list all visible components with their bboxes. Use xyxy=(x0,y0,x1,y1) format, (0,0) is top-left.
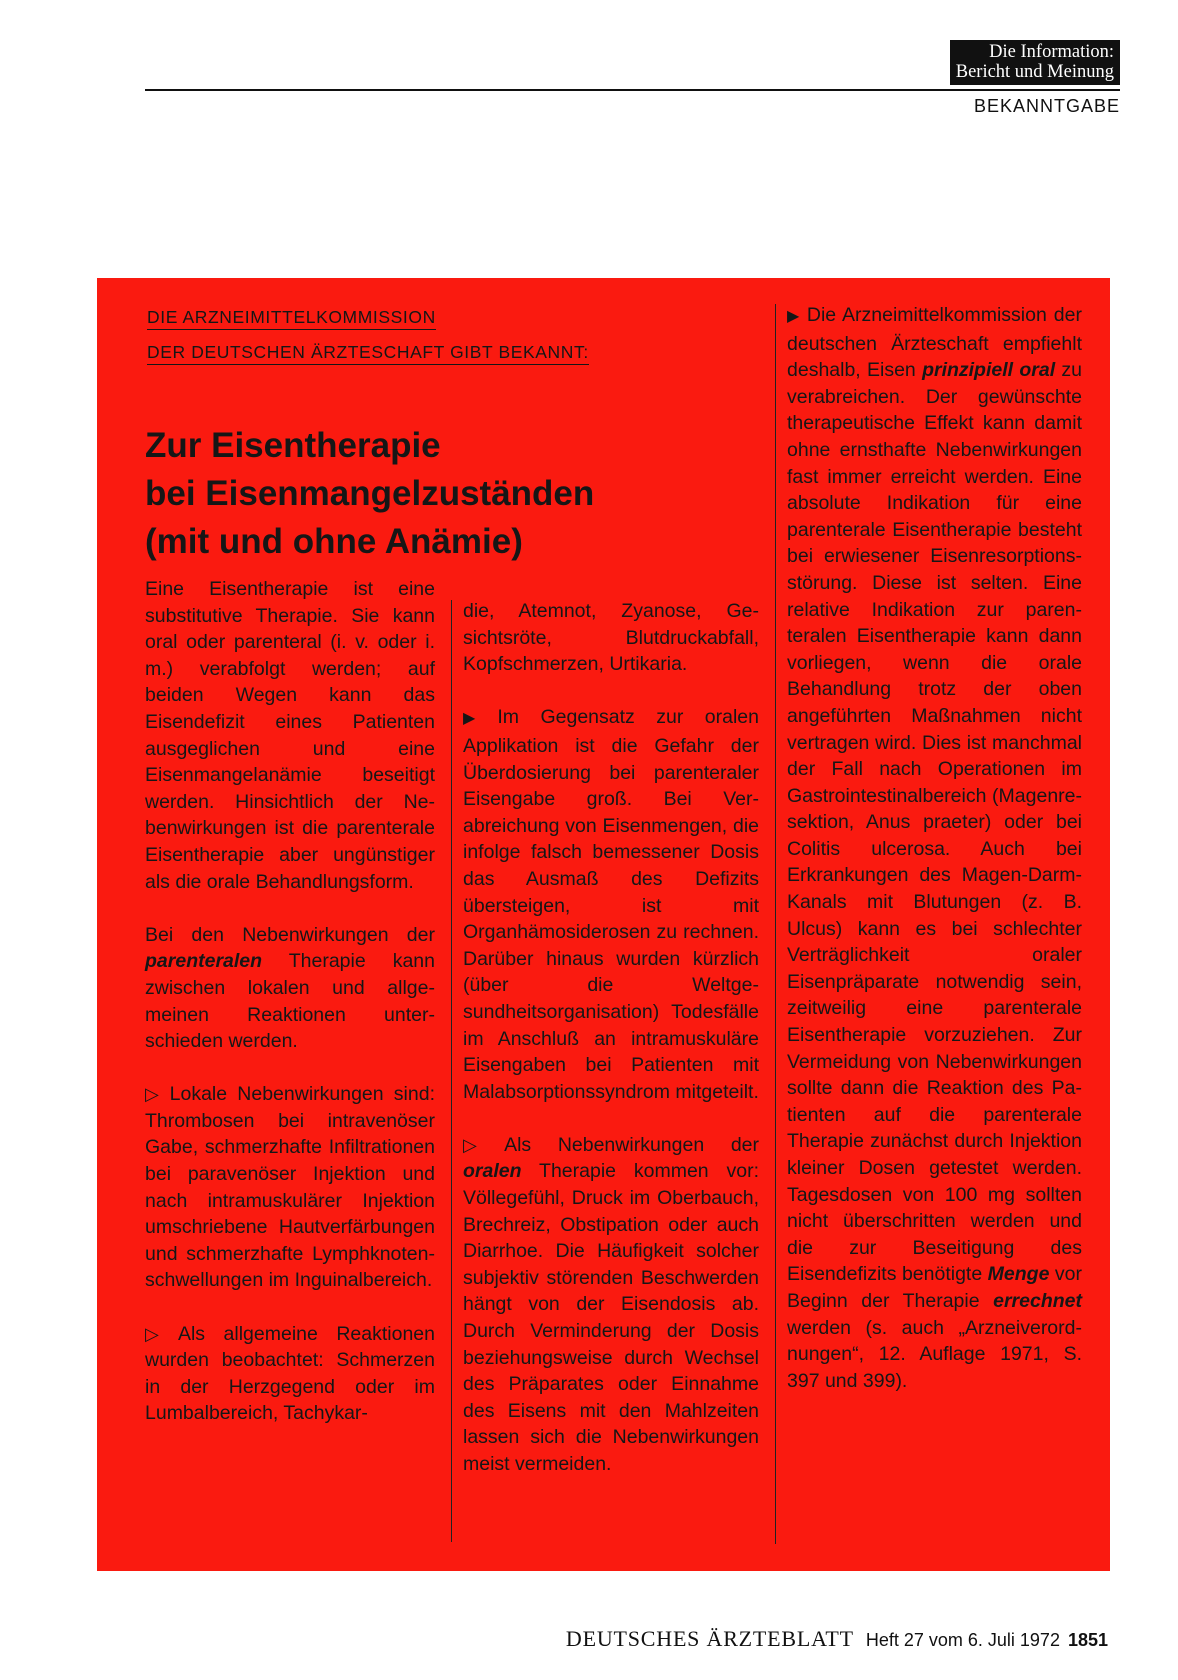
open-triangle-icon: ▷ xyxy=(145,1084,164,1105)
emphasis: oralen xyxy=(463,1160,522,1183)
kicker-line1: DIE ARZNEIMITTELKOMMISSION xyxy=(147,305,436,330)
column-1 xyxy=(145,576,435,1454)
issue-info: Heft 27 vom 6. Juli 1972 xyxy=(865,1630,1060,1650)
section-tag xyxy=(950,40,1120,85)
column-divider-2 xyxy=(775,304,776,1544)
paragraph xyxy=(145,1081,435,1294)
headline-line1: Zur Eisentherapie xyxy=(145,426,441,465)
section-tag-line2: Bericht und Meinung xyxy=(955,62,1114,82)
text-run: werden (s. auch „Arzneiverordnungen“, 12. Auflage 1971, S. 397 und 399). xyxy=(787,1316,1082,1392)
open-triangle-icon: ▷ xyxy=(145,1323,172,1344)
article-box xyxy=(97,278,1110,1571)
column-2 xyxy=(463,598,759,1504)
category-label: BEKANNTGABE xyxy=(973,96,1120,116)
text-run: Im Gegensatz zur oralen Applikation ist die Gefahr der Überdosierung bei parenteraler Eisengabe groß. Bei Verabreichung von Eisenmengen, die infolge falsch bemessener Dosis das Ausmaß des Defizits übersteigen, ist mit Organhämosiderosen zu rechnen. Darüber hinaus wurden kürzlich (über die Weltgesundheitsorganisation) Todesfälle im Anschluß an intramuskuläre Eisengaben bei Patienten mit Malabsorptionssyndrom mitgeteilt. xyxy=(463,706,759,1103)
column-3 xyxy=(787,302,1082,1421)
top-rule xyxy=(145,89,1120,91)
filled-triangle-icon: ▶ xyxy=(787,308,801,325)
kicker-line2: DER DEUTSCHEN ÄRZTESCHAFT GIBT BEKANNT: xyxy=(147,340,589,365)
emphasis: parenteralen xyxy=(145,950,263,973)
open-triangle-icon: ▷ xyxy=(463,1134,499,1155)
text-run: Therapie kann zwischen lokalen und allgemeinen Reaktionen unterschieden werden. xyxy=(145,950,435,1053)
page-number: 1851 xyxy=(1067,1630,1108,1650)
text-run: Therapie kommen vor: Völlegefühl, Druck im Oberbauch, Brechreiz, Obstipation oder auch Diarrhoe. Die Häufigkeit solcher subjektiv störenden Beschwerden hängt von der Eisendosis ab. Durch Verminderung der Dosis beziehungsweise durch Wechsel des Präparates oder Einnahme des Eisens mit den Mahlzeiten lassen sich die Nebenwirkungen meist vermeiden. xyxy=(463,1160,759,1475)
paragraph xyxy=(463,704,759,1105)
section-tag-line1: Die Information: xyxy=(989,42,1114,62)
text-run: Lokale Nebenwirkungen sind: Thrombosen bei intravenöser Gabe, schmerzhafte Infiltrationen bei paravenöser Injektion und nach intramuskulärer Injektion umschriebene Hautverfärbungen und schmerzhafte Lymphknotenschwellungen im Inguinalbereich. xyxy=(145,1083,435,1292)
paragraph xyxy=(145,922,435,1055)
text-run: Als allgemeine Reaktionen wurden beobachtet: Schmerzen in der Herzgegend oder im Lumbalbereich, Tachykar- xyxy=(145,1322,436,1425)
headline-line2: bei Eisenmangelzuständen xyxy=(145,474,595,513)
headline xyxy=(145,422,745,566)
emphasis: prinzipiell oral xyxy=(922,359,1056,382)
headline-line3: (mit und ohne Anämie) xyxy=(145,522,523,561)
paragraph: die, Atemnot, Zyanose, Gesichtsröte, Blutdruckabfall, Kopfschmerzen, Urtikaria. xyxy=(463,600,759,676)
kicker xyxy=(147,302,589,372)
text-run: Als Nebenwirkungen der xyxy=(504,1133,759,1156)
text-run: zu verabreichen. Der gewünschte therapeutische Effekt kann damit ohne ernsthafte Nebenwirkungen fast immer erreicht werden. Eine absolute Indikation für eine parenterale Eisentherapie besteht bei erwiesener Eisenresorptionsstörung. Diese ist selten. Eine relative Indikation zur parenteralen Eisentherapie kann dann vorliegen, wenn die orale Behandlung trotz der oben angeführten Maßnahmen nicht vertragen wird. Dies ist manchmal der Fall nach Operationen im Gastrointestinalbereich (Magenresektion, Anus praeter) oder bei Colitis ulcerosa. Auch bei Erkrankungen des Magen-Darm-Kanals mit Blutungen (z. B. Ulcus) kann es bei schlechter Verträglichkeit oraler Eisenpräparate notwendig sein, zeitweilig eine parenterale Eisentherapie vorzuziehen. Zur Vermeidung von Nebenwirkungen sollte dann die Reaktion des Patienten auf die parenterale Therapie zunächst durch Injektion kleiner Dosen getestet werden. Tagesdosen von 100 mg sollten nicht überschritten werden und die zur Beseitigung des Eisendefizits benötigte xyxy=(787,359,1082,1286)
emphasis: Menge xyxy=(987,1263,1050,1286)
paragraph xyxy=(787,302,1082,1394)
text-run: Bei den Nebenwirkungen der xyxy=(145,923,435,946)
text-run: Die Arzneimittelkommission der deutschen Ärzteschaft empfiehlt deshalb, Eisen xyxy=(787,304,1082,382)
journal-name: DEUTSCHES ÄRZTEBLATT xyxy=(565,1626,854,1651)
paragraph xyxy=(145,1321,435,1427)
text-run: vor Beginn der Therapie xyxy=(787,1263,1083,1312)
paragraph xyxy=(463,1132,759,1478)
column-divider-1 xyxy=(451,600,452,1542)
page-footer xyxy=(566,1626,1108,1652)
paragraph: Eine Eisentherapie ist eine substitutive Therapie. Sie kann oral oder parenteral (i. v. oder i. m.) verabfolgt werden; auf beiden Wegen kann das Eisendefizit eines Patienten ausgeglichen und eine Eisenmangelanämie beseitigt werden. Hinsichtlich der Nebenwirkungen ist die parenterale Eisentherapie aber ungünstiger als die orale Behandlungsform. xyxy=(145,578,435,893)
filled-triangle-icon: ▶ xyxy=(463,710,492,728)
emphasis: errechnet xyxy=(993,1289,1082,1312)
